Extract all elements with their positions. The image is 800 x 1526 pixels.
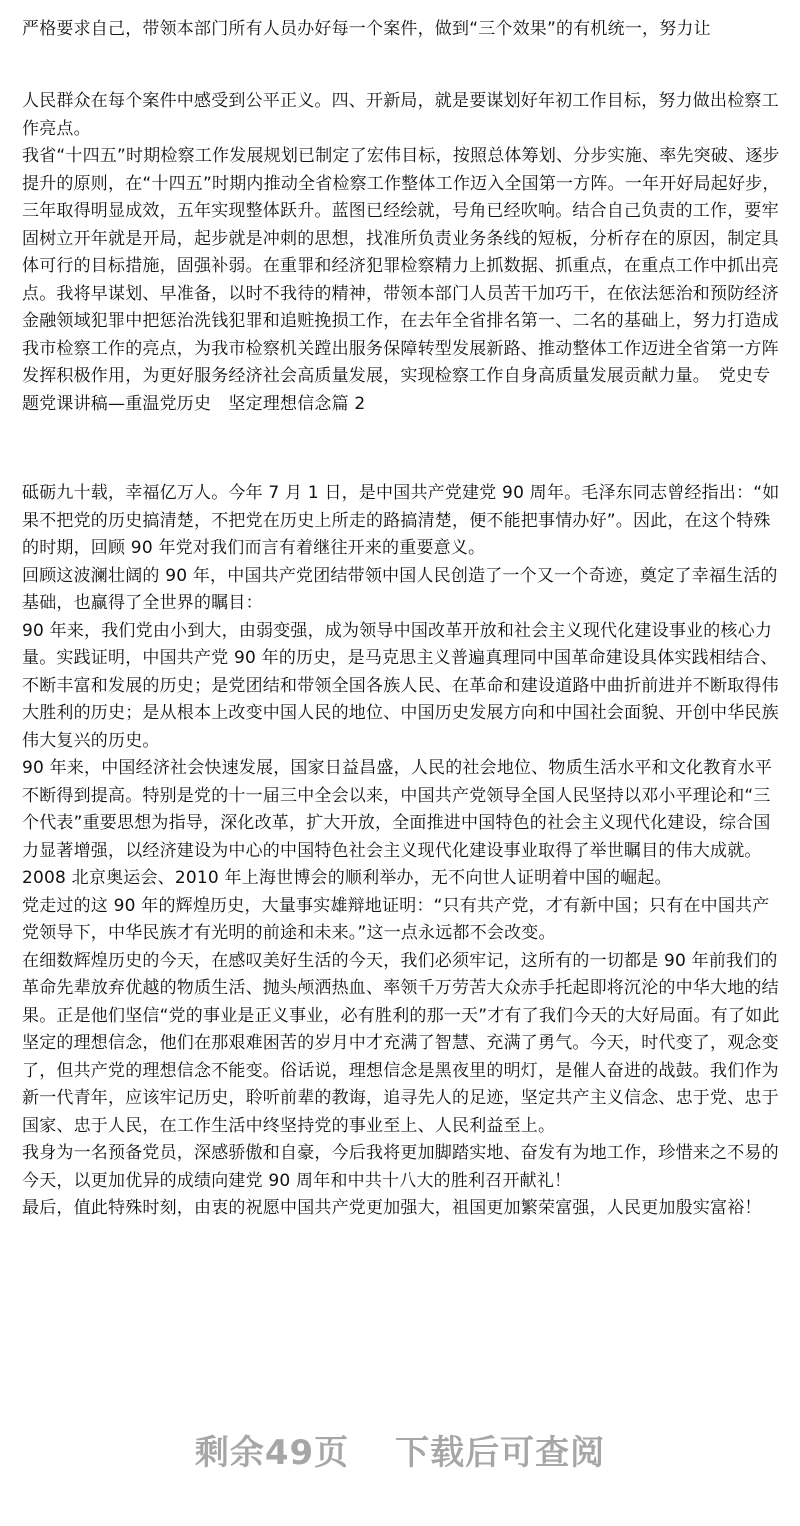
download-to-view-label[interactable]: 下载后可查阅	[395, 1433, 606, 1473]
paragraph: 回顾这波澜壮阔的 90 年，中国共产党团结带领中国人民创造了一个又一个奇迹，奠定了幸福生活的基础，也赢得了全世界的瞩目：	[22, 565, 778, 613]
paragraph: 我省“十四五”时期检察工作发展规划已制定了宏伟目标，按照总体筹划、分步实施、率先突破、逐步提升的原则，在“十四五”时期内推动全省检察工作整体工作迈入全国第一方阵。一年开好局起好步，三年取得明显成效，五年实现整体跃升。蓝图已经绘就，号角已经吹响。结合自己负责的工作，要牢固树立开年就是开局，起步就是冲刺的思想，找准所负责业务条线的短板，分析存在的原因，制定具体可行的目标措施，固强补弱。在重罪和经济犯罪检察精力上抓数据、抓重点，在重点工作中抓出亮点。我将早谋划、早准备，以时不我待的精神，带领本部门人员苦干加巧干，在依法惩治和预防经济金融领域犯罪中把惩治洗钱犯罪和追赃挽损工作，在去年全省排名第一、二名的基础上，努力打造成我市检察工作的亮点，为我市检察机关蹚出服务保障转型发展新路、推动整体工作迈进全省第一方阵发挥积极作用，为更好服务经济社会高质量发展，实现检察工作自身高质量发展贡献力量。 党史专题党课讲稿—重温党历史 坚定理想信念篇 2	[22, 146, 780, 414]
paragraph: 在细数辉煌历史的今天，在感叹美好生活的今天，我们必须牢记，这所有的一切都是 90 年前我们的革命先辈放弃优越的物质生活、抛头颅洒热血、率领千万劳苦大众赤手托起即将沉沦的中华大地的结果。正是他们坚信“党的事业是正义事业，必有胜利的那一天”才有了我们今天的大好局面。有了如此坚定的理想信念，他们在那艰难困苦的岁月中才充满了智慧、充满了勇气。今天，时代变了，观念变了，但共产党的理想信念不能变。俗话说，理想信念是黑夜里的明灯，是催人奋进的战鼓。我们作为新一代青年，应该牢记历史，聆听前辈的教诲，追寻先人的足迹，坚定共产主义信念、忠于党、忠于国家、忠于人民，在工作生活中终坚持党的事业至上、人民利益至上。	[22, 950, 780, 1136]
document-top-fragment	[22, 0, 780, 43]
paragraph: 党走过的这 90 年的辉煌历史，大量事实雄辩地证明：“只有共产党，才有新中国；只有在中国共产党领导下，中华民族才有光明的前途和未来。”这一点永远都不会改变。	[22, 895, 770, 943]
paragraph: 最后，值此特殊时刻，由衷的祝愿中国共产党更加强大，祖国更加繁荣富强，人民更加殷实富裕！	[22, 1198, 762, 1218]
paragraph: 90 年来，我们党由小到大，由弱变强，成为领导中国改革开放和社会主义现代化建设事业的核心力量。实践证明，中国共产党 90 年的历史，是马克思主义普遍真理同中国革命建设具体实践相结合、不断丰富和发展的历史；是党团结和带领全国各族人民、在革命和建设道路中曲折前进并不断取得伟大胜利的历史；是从根本上改变中国人民的地位、中国历史发展方向和中国社会面貌、开创中华民族伟大复兴的历史。	[22, 620, 779, 751]
paragraph: 人民群众在每个案件中感受到公平正义。四、开新局，就是要谋划好年初工作目标，努力做出检察工作亮点。	[22, 91, 779, 139]
paragraph: 90 年来，中国经济社会快速发展，国家日益昌盛，人民的社会地位、物质生活水平和文化教育水平不断得到提高。特别是党的十一届三中全会以来，中国共产党领导全国人民坚持以邓小平理论和“三个代表”重要思想为指导，深化改革，扩大开放，全面推进中国特色的社会主义现代化建设，综合国力显著增强，以经济建设为中心的中国特色社会主义现代化建设事业取得了举世瞩目的伟大成就。2008 北京奥运会、2010 年上海世博会的顺利举办，无不向世人证明着中国的崛起。	[22, 758, 773, 888]
document-section-2	[22, 480, 780, 1223]
document-section-1	[22, 88, 780, 418]
paragraph: 我身为一名预备党员，深感骄傲和自豪，今后我将更加脚踏实地、奋发有为地工作，珍惜来之不易的今天，以更加优异的成绩向建党 90 周年和中共十八大的胜利召开献礼！	[22, 1143, 779, 1191]
download-prompt[interactable]	[0, 1425, 800, 1474]
remaining-pages-label[interactable]: 剩余49页	[194, 1433, 350, 1473]
paragraph: 砥砺九十载，幸福亿万人。今年 7 月 1 日，是中国共产党建党 90 周年。毛泽东同志曾经指出：“如果不把党的历史搞清楚，不把党在历史上所走的路搞清楚，便不能把事情办好”。因此，在这个特殊的时期，回顾 90 年党对我们而言有着继往开来的重要意义。	[22, 483, 780, 558]
paragraph-fragment: 严格要求自己，带领本部门所有人员办好每一个案件，做到“三个效果”的有机统一，努力让	[22, 18, 711, 39]
